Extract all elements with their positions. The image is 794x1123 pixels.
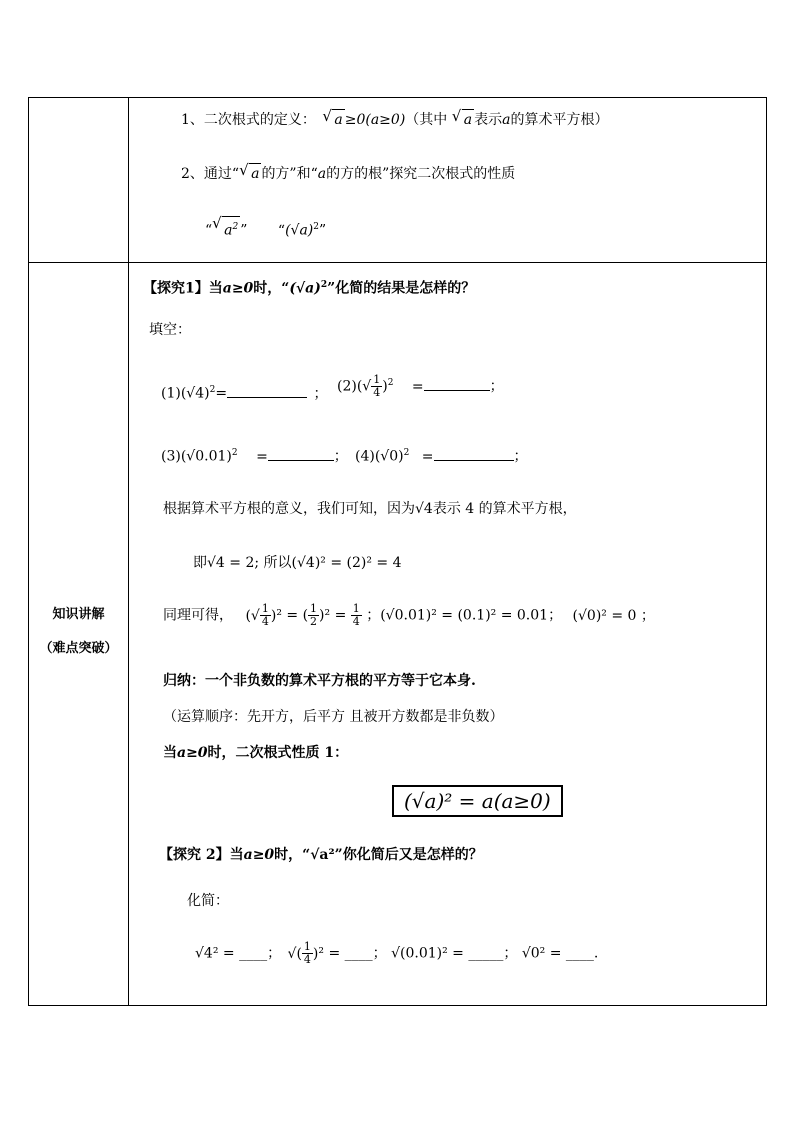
explore-method-line: 2、通过“√ a 的方”和“a的方的根”探究二次根式的性质	[181, 163, 515, 184]
answer-blank[interactable]	[434, 460, 514, 461]
boxed-formula: (√a)² = a(a≥0)	[392, 785, 563, 817]
exercise-3: $(3)(√0.01)^2$ = ；	[161, 448, 348, 465]
answer-blank[interactable]	[268, 460, 334, 461]
definition-line: 1、二次根式的定义： √ a ≥0(a≥0)（其中 √ a 表示a的算术平方根）	[181, 109, 608, 130]
label-difficulty: （难点突破）	[39, 641, 118, 656]
right-cell-explanation	[129, 263, 767, 1006]
exercise-4: $(4)(√0)^2$ = ；	[355, 448, 528, 465]
fill-label: 填空：	[149, 322, 191, 338]
expressions-line: “√ $a^2$ ” “$(√a)^2$”	[205, 216, 326, 241]
summary-line: 归纳：一个非负数的算术平方根的平方等于它本身.	[163, 673, 476, 689]
exercise-1: $(1)(√4)^2=$ ；	[161, 385, 328, 402]
similar-line: 同理可得， (√ $\frac{1}{4}$ )² = ( $\frac{1}{2}$ )² = $\frac{1}{4}$ ；(√0.01)² = (0.1)² = 0.01； (√0)² = 0 ；	[163, 602, 655, 628]
explore1-title: 【探究1】当a≥0时，“$(√a)^2$”化简的结果是怎样的？	[143, 280, 476, 297]
label-knowledge: 知识讲解	[52, 607, 105, 622]
lesson-table	[28, 97, 767, 1006]
right-cell-definition	[129, 98, 767, 263]
reason-line-1: 根据算术平方根的意义，我们可知，因为√4表示 4 的算术平方根，	[163, 501, 577, 517]
table-row	[29, 98, 767, 263]
left-cell-empty	[29, 98, 129, 263]
simplify-exercises: √4² = ____； √( $\frac{1}{4}$ )² = ____； √(0.01)² = _____； √0² = ____.	[195, 940, 599, 966]
explore2-title: 【探究 2】当a≥0时，“√a²”你化简后又是怎样的？	[159, 847, 483, 863]
left-cell-label	[29, 263, 129, 1006]
exercise-2: (2)(√ $\frac{1}{4}$ )$^2$ = ；	[337, 373, 504, 400]
table-row	[29, 263, 767, 1006]
simplify-label: 化简：	[187, 893, 229, 909]
answer-blank[interactable]	[424, 390, 490, 391]
order-note: （运算顺序：先开方，后平方 且被开方数都是非负数）	[163, 709, 504, 725]
property-line: 当a≥0时，二次根式性质 1：	[163, 745, 349, 761]
reason-line-2: 即√4 = 2; 所以(√4)² = (2)² = 4	[193, 555, 402, 571]
answer-blank[interactable]	[227, 397, 307, 398]
sqrt-a: √ a	[332, 109, 344, 130]
